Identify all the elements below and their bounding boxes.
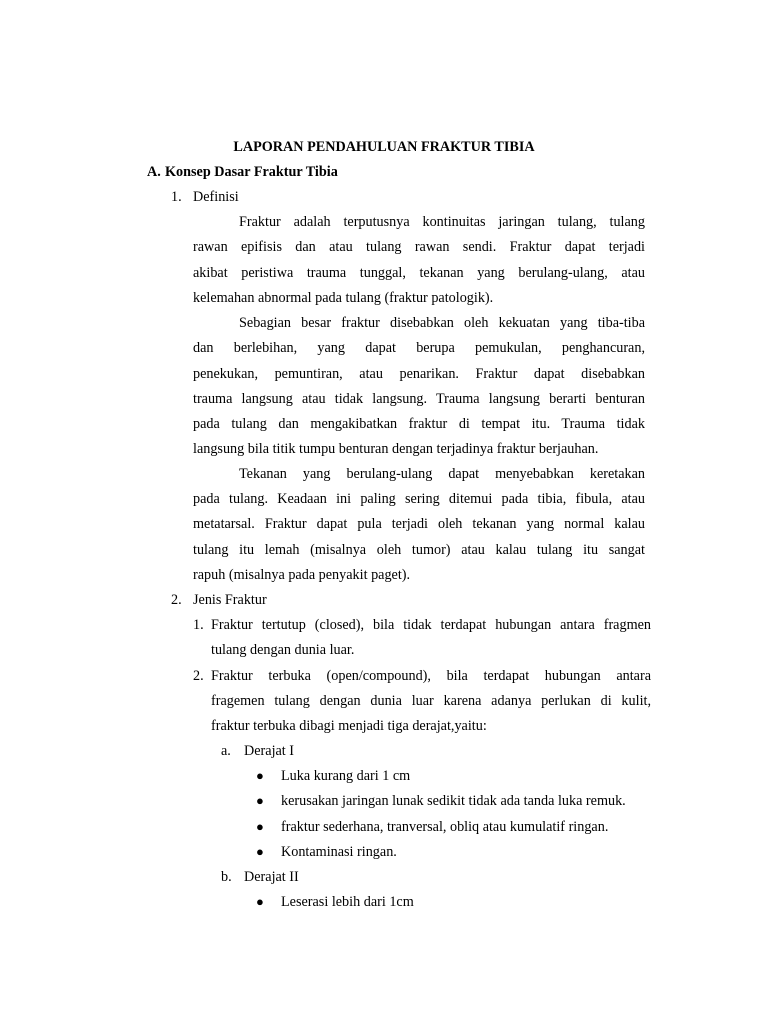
sub-item-number: 2.: [193, 668, 204, 684]
section-a-marker: A.: [147, 164, 161, 180]
paragraph-line: tulang itu lemah (misalnya oleh tumor) atau kalau tulang itu sangat: [193, 542, 645, 558]
sub-item-line: Fraktur terbuka (open/compound), bila terdapat hubungan antara: [211, 668, 651, 684]
item-1-label: Definisi: [193, 189, 239, 205]
bullet-icon: ●: [256, 793, 264, 808]
section-a-heading: Konsep Dasar Fraktur Tibia: [165, 164, 338, 180]
paragraph-line: rawan epifisis dan atau tulang rawan sendi. Fraktur dapat terjadi: [193, 239, 645, 255]
sub-item-line: fraktur terbuka dibagi menjadi tiga derajat,yaitu:: [211, 718, 487, 734]
bullet-text: Luka kurang dari 1 cm: [281, 768, 411, 784]
paragraph-line: Tekanan yang berulang-ulang dapat menyebabkan keretakan: [239, 466, 645, 482]
grade-label: Derajat II: [244, 869, 299, 885]
grade-letter: a.: [221, 743, 231, 759]
bullet-text: kerusakan jaringan lunak sedikit tidak ada tanda luka remuk.: [281, 793, 626, 809]
bullet-text: fraktur sederhana, tranversal, obliq atau kumulatif ringan.: [281, 819, 609, 835]
paragraph-line: rapuh (misalnya pada penyakit paget).: [193, 567, 411, 583]
paragraph-line: langsung bila titik tumpu benturan dengan terjadinya fraktur berjauhan.: [193, 441, 599, 457]
sub-item-line: fragemen tulang dengan dunia luar karena adanya perlukan di kulit,: [211, 693, 651, 709]
item-1-number: 1.: [171, 189, 182, 205]
paragraph-line: metatarsal. Fraktur dapat pula terjadi oleh tekanan yang normal kalau: [193, 516, 645, 532]
paragraph-line: dan berlebihan, yang dapat berupa pemukulan, penghancuran,: [193, 340, 645, 356]
bullet-icon: ●: [256, 819, 264, 834]
item-2-number: 2.: [171, 592, 182, 608]
sub-item-number: 1.: [193, 617, 204, 633]
grade-label: Derajat I: [244, 743, 295, 759]
bullet-text: Kontaminasi ringan.: [281, 844, 397, 860]
paragraph-line: Fraktur adalah terputusnya kontinuitas jaringan tulang, tulang: [239, 214, 645, 230]
paragraph-line: pada tulang dan mengakibatkan fraktur di tempat itu. Trauma tidak: [193, 416, 645, 432]
bullet-icon: ●: [256, 768, 264, 783]
paragraph-line: Sebagian besar fraktur disebabkan oleh kekuatan yang tiba-tiba: [239, 315, 645, 331]
paragraph-line: akibat peristiwa trauma tunggal, tekanan yang berulang-ulang, atau: [193, 265, 645, 281]
paragraph-line: penekukan, pemuntiran, atau penarikan. Fraktur dapat disebabkan: [193, 366, 645, 382]
item-2-label: Jenis Fraktur: [193, 592, 267, 608]
bullet-icon: ●: [256, 844, 264, 859]
paragraph-line: kelemahan abnormal pada tulang (fraktur patologik).: [193, 290, 494, 306]
document-title: LAPORAN PENDAHULUAN FRAKTUR TIBIA: [233, 139, 535, 155]
bullet-text: Leserasi lebih dari 1cm: [281, 894, 414, 910]
paragraph-line: pada tulang. Keadaan ini paling sering ditemui pada tibia, fibula, atau: [193, 491, 645, 507]
paragraph-line: trauma langsung atau tidak langsung. Trauma langsung berarti benturan: [193, 391, 645, 407]
sub-item-line: Fraktur tertutup (closed), bila tidak terdapat hubungan antara fragmen: [211, 617, 651, 633]
grade-letter: b.: [221, 869, 232, 885]
bullet-icon: ●: [256, 894, 264, 909]
sub-item-line: tulang dengan dunia luar.: [211, 642, 355, 658]
